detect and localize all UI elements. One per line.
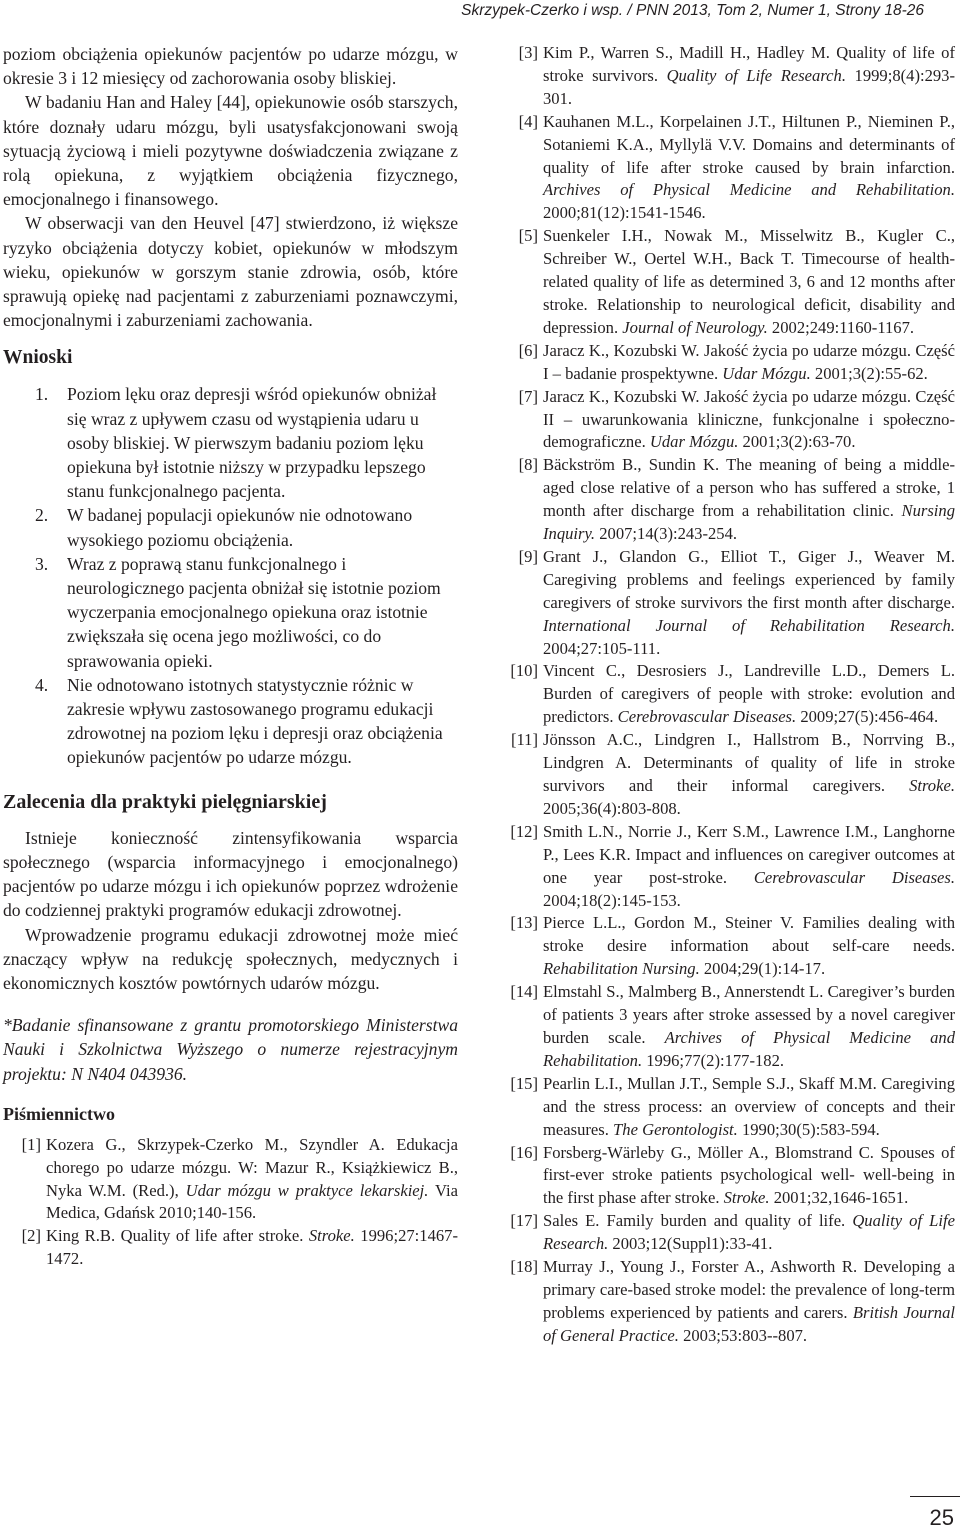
reference-number: [5] (518, 226, 538, 246)
reference-details: 2003;12(Suppl1):33-41. (608, 1234, 773, 1254)
reference-details: 2005;36(4):803-808. (543, 798, 681, 818)
reference-journal: International Journal of Rehabilitation Research. (543, 615, 955, 635)
reference-item (3, 1225, 458, 1271)
conclusion-item (3, 552, 458, 673)
reference-journal: Archives of Physical Medicine and Rehabilitation. (543, 1027, 956, 1070)
reference-journal: Quality of Life Research. (666, 65, 846, 85)
reference-authors-title: Kozera G., Skrzypek-Czerko M., Szyndler A. Edukacja chorego po udarze mózgu. W: Mazur R., Książkiewicz B., Nyka W.M. (Red.), (46, 1134, 458, 1200)
paragraph-van-den-heuvel: W obserwacji van den Heuvel [47] stwierdzono, iż większe ryzyko obciążenia dotyczy kobiet, opiekunów w młodszym wieku, opiekunów w gorszym stanie zdrowia, osób, które sprawują opiekę nad pacjentami z zaburzeniami poznawczymi, emocjonalnymi i zaburzeniami zachowania. (3, 213, 458, 331)
reference-authors-title: Kim P., Warren S., Madill H., Hadley M. Quality of life of stroke survivors. (543, 43, 955, 85)
reference-authors-title: Pearlin L.I., Mullan J.T., Semple S.J., Skaff M.M. Caregiving and the stress process: an overview of concepts and their measures. (543, 1073, 955, 1139)
running-head: Skrzypek-Czerko i wsp. / PNN 2013, Tom 2, Numer 1, Strony 18-26 (461, 2, 924, 19)
reference-number: [16] (510, 1142, 538, 1162)
reference-authors-title: Kauhanen M.L., Korpelainen J.T., Hiltunen P., Nieminen P., Sotaniemi K.A., Myllylä V.V. Domains and determinants of quality of life after stroke caused by brain infarction. (543, 111, 955, 177)
reference-authors-title: King R.B. Quality of life after stroke. (46, 1226, 309, 1246)
reference-item (500, 386, 955, 455)
reference-details: 2004;27:105-111. (543, 638, 661, 658)
reference-item (500, 454, 955, 546)
reference-details: 2004;29(1):14-17. (699, 959, 826, 979)
reference-details: 1990;30(5):583-594. (737, 1119, 880, 1139)
reference-number: [1] (21, 1134, 41, 1154)
reference-journal: Cerebrovascular Diseases. (617, 707, 797, 727)
reference-journal: Udar Mózgu. (649, 432, 739, 452)
reference-journal: Udar mózgu w praktyce lekarskiej. (185, 1180, 429, 1200)
reference-journal: Archives of Physical Medicine and Rehabilitation. (543, 180, 955, 200)
reference-item (500, 912, 955, 981)
conclusion-number: 2. (35, 505, 49, 526)
reference-item (500, 546, 955, 661)
reference-number: [2] (21, 1226, 41, 1246)
page-number: 25 (929, 1505, 954, 1530)
conclusion-text: Poziom lęku oraz depresji wśród opiekunów obniżał się wraz z upływem czasu od wystąpienia udaru u osoby bliskiej. W pierwszym badaniu poziom lęku opiekuna był istotnie niższy w przypadku lepszego stanu funkcjonalnego pacjenta. (67, 384, 437, 502)
reference-item (500, 340, 955, 386)
reference-item (500, 729, 955, 821)
reference-authors-title: Jaracz K., Kozubski W. Jakość życia po udarze mózgu. Część I – badanie prospektywne. (543, 340, 955, 383)
reference-authors-title: Bäckström B., Sundin K. The meaning of being a middle-aged close relative of a person who has suffered a stroke, 1 month after discharge from a rehabilitation clinic. (543, 455, 955, 521)
paragraph-han-haley: W badaniu Han and Haley [44], opiekunowie osób starszych, które doznały udaru mózgu, byli usatysfakcjonowani swoją sytuacją życiową i mieli pozytywne doświadczenia związane z rolą opiekuna, z wyjątkiem obciążenia fizycznego, emocjonalnego i finansowego. (3, 92, 458, 210)
reference-journal: Cerebrovascular Diseases. (753, 867, 955, 887)
reference-details: 2001;3(2):55-62. (810, 363, 928, 383)
reference-number: [12] (510, 821, 538, 841)
reference-journal: Quality of Life Research. (543, 1211, 955, 1254)
conclusion-item (3, 382, 458, 503)
reference-item (3, 1134, 458, 1226)
conclusions-list (3, 382, 458, 769)
reference-details: 2009;27(5):456-464. (796, 707, 939, 727)
recommendations-paragraph-2: Wprowadzenie programu edukacji zdrowotnej może mieć znaczący wpływ na redukcję społecznych, medycznych i ekonomicznych kosztów powtórnych udarów mózgu. (3, 924, 458, 993)
reference-item (500, 1256, 955, 1348)
reference-details: 1996;77(2):177-182. (642, 1050, 785, 1070)
conclusion-number: 4. (35, 674, 49, 695)
reference-item (500, 111, 955, 226)
reference-authors-title: Sales E. Family burden and quality of life. (543, 1211, 853, 1231)
reference-details: Via Medica, Gdańsk 2010;140-156. (46, 1180, 458, 1223)
reference-authors-title: Forsberg-Wärleby G., Möller A., Blomstrand C. Spouses of first-ever stroke patients psychological well- well-being in the first phase after stroke. (543, 1142, 955, 1208)
conclusion-text: W badanej populacji opiekunów nie odnotowano wysokiego poziomu obciążenia. (67, 505, 413, 550)
reference-number: [8] (518, 455, 538, 475)
conclusion-number: 1. (35, 384, 49, 405)
reference-journal: Stroke. (308, 1226, 355, 1246)
reference-number: [17] (510, 1211, 538, 1231)
conclusion-text: Nie odnotowano istotnych statystycznie różnic w zakresie wpływu zastosowanego programu edukacji zdrowotnej na poziom lęku i depresji oraz obciążenia opiekunów pacjentów po udarze mózgu. (67, 674, 443, 768)
reference-number: [10] (510, 661, 538, 681)
conclusion-text: Wraz z poprawą stanu funkcjonalnego i neurologicznego pacjenta obniżał się istotnie poziom wyczerpania emocjonalnego opiekuna oraz istotnie zwiększała się ocena jego możliwości, co do sprawowania opieki. (67, 553, 441, 671)
reference-journal: Rehabilitation Nursing. (543, 959, 700, 979)
reference-number: [14] (510, 982, 538, 1002)
page-number-rule (910, 1496, 960, 1497)
reference-authors-title: Elmstahl S., Malmberg B., Annerstendt L. Caregiver’s burden of patients 3 years after stroke assessed by a novel caregiver burden scale. (543, 982, 955, 1047)
reference-journal: Stroke. (723, 1188, 770, 1208)
reference-item (500, 981, 955, 1073)
reference-authors-title: Jönsson A.C., Lindgren I., Hallstrom B., Norrving B., Lindgren A. Determinants of quality of life in stroke survivors and their informal caregivers. (543, 730, 955, 795)
reference-number: [18] (510, 1257, 538, 1277)
reference-number: [13] (510, 913, 538, 933)
reference-details: 2000;81(12):1541-1546. (543, 203, 706, 223)
references-list-left (3, 1134, 458, 1271)
reference-item (500, 1073, 955, 1142)
reference-item (500, 1210, 955, 1256)
references-list-right (500, 42, 955, 1348)
left-column (3, 42, 458, 1271)
right-column (500, 42, 955, 1348)
reference-journal: The Gerontologist. (613, 1119, 738, 1139)
reference-authors-title: Vincent C., Desrosiers J., Landreville L.D., Demers L. Burden of caregivers of people with stroke: evolution and predictors. (543, 661, 955, 727)
reference-number: [11] (510, 730, 538, 750)
reference-item (500, 1142, 955, 1211)
reference-item (500, 42, 955, 111)
funding-note: *Badanie sfinansowane z grantu promotorskiego Ministerstwa Nauki i Szkolnictwa Wyższego o numerze rejestracyjnym projektu: N N404 043936. (3, 1015, 458, 1084)
reference-details: 1996;27:1467-1472. (46, 1226, 458, 1269)
reference-authors-title: Grant J., Glandon G., Elliot T., Giger J., Weaver M. Caregiving problems and feelings experienced by family caregivers of stroke survivors the first month after discharge. (543, 546, 955, 612)
recommendations-paragraph-1: Istnieje konieczność zintensyfikowania wsparcia społecznego (wsparcia informacyjnego i emocjonalnego) pacjentów po udarze mózgu i ich opiekunów poprzez wdrożenie do codziennej praktyki programów edukacji zdrowotnej. (3, 827, 458, 921)
reference-number: [9] (518, 546, 538, 566)
references-heading: Piśmiennictwo (3, 1103, 115, 1124)
reference-details: 2001;3(2):63-70. (738, 432, 856, 452)
reference-details: 2007;14(3):243-254. (595, 524, 738, 544)
reference-journal: Stroke. (909, 776, 955, 795)
reference-item (500, 225, 955, 340)
reference-details: 2004;18(2):145-153. (543, 890, 681, 910)
reference-journal: Udar Mózgu. (722, 363, 811, 383)
conclusion-item (3, 673, 458, 770)
reference-number: [3] (518, 43, 538, 62)
reference-journal: British Journal of General Practice. (543, 1302, 955, 1345)
conclusion-number: 3. (35, 553, 49, 574)
reference-authors-title: Murray J., Young J., Forster A., Ashworth R. Developing a primary care-based stroke model: the prevalence of long-term problems experienced by patients and carers. (543, 1257, 955, 1322)
reference-authors-title: Jaracz K., Kozubski W. Jakość życia po udarze mózgu. Część II – uwarunkowania kliniczne, funkcjonalne i społeczno-demograficzne. (543, 386, 955, 452)
reference-details: 2003;53:803--807. (678, 1325, 808, 1345)
reference-authors-title: Suenkeler I.H., Nowak M., Misselwitz B., Kugler C., Schreiber W., Oertel W.H., Back T. Timecourse of health-related quality of life as determined 3, 6 and 12 months after stroke. Relationship to neurological deficit, disability and depression. (543, 226, 955, 337)
reference-details: 1999;8(4):293-301. (543, 65, 956, 108)
reference-item (500, 660, 955, 729)
reference-number: [15] (510, 1073, 538, 1093)
reference-number: [6] (518, 340, 538, 360)
reference-item (500, 821, 955, 913)
reference-details: 2001;32,1646-1651. (769, 1188, 909, 1208)
paragraph-continuation: poziom obciążenia opiekunów pacjentów po udarze mózgu, w okresie 3 i 12 miesięcy od zachorowania osoby bliskiej. (3, 44, 458, 89)
reference-number: [4] (518, 111, 538, 131)
reference-journal: Nursing Inquiry. (543, 501, 955, 544)
reference-details: 2002;249:1160-1167. (767, 317, 915, 337)
reference-number: [7] (518, 386, 538, 406)
reference-authors-title: Pierce L.L., Gordon M., Steiner V. Families dealing with stroke desire information about self-care needs. (543, 913, 955, 956)
conclusions-heading: Wnioski (3, 347, 73, 369)
conclusion-item (3, 503, 458, 551)
reference-journal: Journal of Neurology. (622, 317, 768, 337)
reference-authors-title: Smith L.N., Norrie J., Kerr S.M., Lawrence I.M., Langhorne P., Lees K.R. Impact and influences on caregiver outcomes at one year post-stroke. (543, 821, 955, 887)
recommendations-heading: Zalecenia dla praktyki pielęgniarskiej (3, 790, 327, 813)
